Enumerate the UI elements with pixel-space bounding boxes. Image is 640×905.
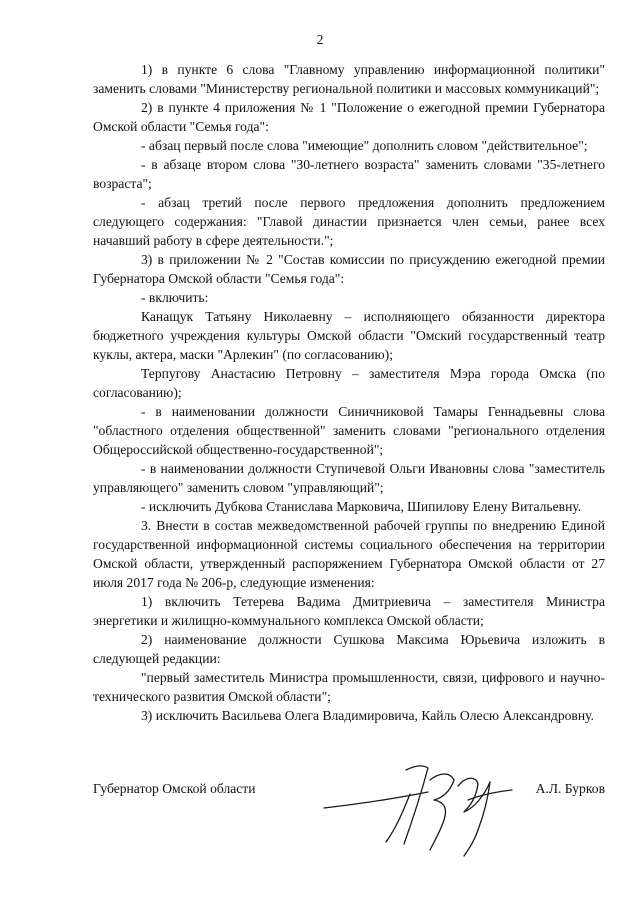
signature-block [93, 781, 605, 801]
paragraph-6: 3) в приложении № 2 "Состав комиссии по присуждению ежегодной премии Губернатора Омской области "Семья года": [93, 252, 605, 286]
paragraph-17: 3) исключить Васильева Олега Владимировича, Кайль Олесю Александровну. [141, 708, 594, 723]
page-number: 2 [316, 32, 324, 47]
paragraph-4: - в абзаце втором слова "30-летнего возраста" заменить словами "35-летнего возраста"; [93, 157, 605, 191]
paragraph-8: Канащук Татьяну Николаевну – исполняющего обязанности директора бюджетного учреждения культуры Омской области "Омский государственный театр куклы, актера, маски "Арлекин" (по согласованию); [93, 309, 605, 362]
paragraph-16: "первый заместитель Министра промышленности, связи, цифрового и научно-технического развития Омской области"; [93, 670, 605, 704]
paragraph-5: - абзац третий после первого предложения дополнить предложением следующего содержания: "Главой династии признается член семьи, ранее всех начавший работу в сфере деятельности."; [93, 195, 605, 248]
handwritten-signature [318, 746, 528, 866]
paragraph-13: 3. Внести в состав межведомственной рабочей группы по внедрению Единой государственной информационной системы социального обеспечения на территории Омской области, утвержденный распоряжением Губернатора Омской области от 27 июля 2017 года № 206-р, следующие изменения: [93, 518, 605, 590]
paragraph-12: - исключить Дубкова Станислава Марковича, Шипилову Елену Витальевну. [141, 499, 582, 514]
signatory-name: А.Л. Бурков [535, 781, 605, 796]
paragraph-7: - включить: [141, 290, 209, 305]
paragraph-11: - в наименовании должности Ступичевой Ольги Ивановны слова "заместитель управляющего" заменить словом "управляющий"; [93, 461, 605, 495]
document-body [93, 60, 605, 725]
paragraph-3: - абзац первый после слова "имеющие" дополнить словом "действительное"; [141, 138, 588, 153]
paragraph-15: 2) наименование должности Сушкова Максима Юрьевича изложить в следующей редакции: [93, 632, 605, 666]
paragraph-1: 1) в пункте 6 слова "Главному управлению информационной политики" заменить словами "Министерству региональной политики и массовых коммуникаций"; [93, 62, 605, 96]
paragraph-9: Терпугову Анастасию Петровну – заместителя Мэра города Омска (по согласованию); [93, 366, 605, 400]
signatory-title: Губернатор Омской области [93, 781, 256, 796]
paragraph-10: - в наименовании должности Синичниковой Тамары Геннадьевны слова "областного отделения общественной" заменить словами "регионального отделения Общероссийской общественно-государственной"; [93, 404, 605, 457]
paragraph-2: 2) в пункте 4 приложения № 1 "Положение о ежегодной премии Губернатора Омской области "Семья года": [93, 100, 605, 134]
paragraph-14: 1) включить Тетерева Вадима Дмитриевича – заместителя Министра энергетики и жилищно-коммунального комплекса Омской области; [93, 594, 605, 628]
